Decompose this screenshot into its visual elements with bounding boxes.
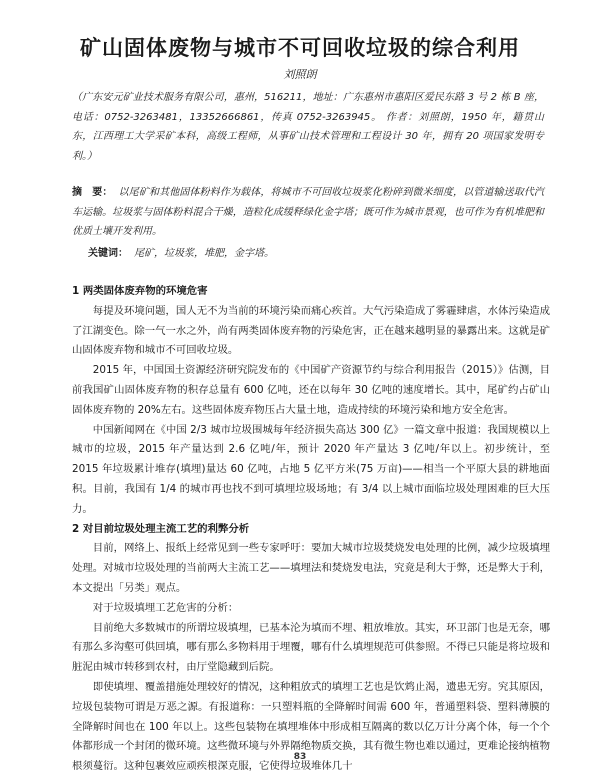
body-paragraph: 每提及环境问题，国人无不为当前的环境污染而痛心疾首。大气污染造成了雾霾肆虐，水体污染造成了江湖变色。除一气一水之外，尚有两类固体废弃物的污染危害，正在越来越明显的暴露出来。这就是矿山固体废弃物和城市不可回收垃圾。 — [72, 304, 550, 357]
body-paragraph: 目前，网络上、报纸上经常见到一些专家呼吁：要加大城市垃圾焚烧发电处理的比例，减少垃圾填埋处理。对城市垃圾处理的当前两大主流工艺——填埋法和焚烧发电法，究竟是利大于弊，还是弊大于利，本文提出「另类」观点。 — [72, 542, 550, 594]
keywords-label: 关键词： — [88, 248, 128, 259]
abstract-text: 以尾矿和其他固体粉料作为载体，将城市不可回收垃圾浆化粉碎到微米细度，以管道输送取代汽车运输。垃圾浆与固体粉料混合干燥，造粒化成缓释绿化金字塔；既可作为城市景观，也可作为有机堆肥和优质土壤开发利用。 — [72, 187, 545, 237]
abstract — [72, 183, 544, 242]
body-paragraph: 中国新闻网在《中国 2/3 城市垃圾围城每年经济损失高达 300 亿》一篇文章中报道：我国规模以上城市的垃圾，2015 年产量达到 2.6 亿吨/年，预计 2020 年产量达 3 亿吨/年以上。初步统计，至 2015 年垃圾累计堆存(填埋)量达 60 亿吨，占地 5 亿平方米(75 万亩)——相当一个平原大县的耕地面积。目前，我国有 1/4 的城市再也找不到可填埋垃圾场地；有 3/4 以上城市面临垃圾处理困难的巨大压力。 — [72, 423, 550, 515]
author-name: 刘照朗 — [283, 68, 317, 81]
body-paragraph: 目前绝大多数城市的所谓垃圾填埋，已基本沦为填而不埋、粗放堆放。其实，环卫部门也是无奈，哪有那么多沟壑可供回填，哪有那么多物料用于埋覆，哪有什么填埋规范可供参照。不得已只能是将垃圾和脏泥由城市转移到农村，由厅堂隐藏到后院。 — [72, 621, 550, 674]
body-paragraph: 对于垃圾填埋工艺危害的分析： — [92, 601, 239, 614]
keywords — [88, 244, 544, 263]
author-affiliation: （广东安元矿业技术服务有限公司，惠州，516211，地址：广东惠州市惠阳区爱民东路 3 号 2 栋 B 座，电话：0752-3263481，13352666861，传真 0752-3263945。 作者：刘照朗，1950 年，籍贯山东，江西理工大学采矿本科，高级工程师，从事矿山技术管理和工程设计 30 年，拥有 20 项国家发明专利。） — [72, 92, 544, 162]
abstract-label: 摘 要： — [72, 187, 113, 198]
body-paragraph: 即使填埋、覆盖措施处理较好的情况，这种粗放式的填埋工艺也是饮鸩止渴，遗患无穷。究其原因，垃圾包装物可谓是万恶之源。有报道称：一只塑料瓶的全降解时间需 600 年，普通塑料袋、塑料薄膜的全降解时间也在 100 年以上。这些包装物在填埋堆体中形成相互隔离的数以亿万计分离个体，每一个个体都形成一个封闭的微环境。这些微环境与外界隔绝物质交换，其有微生物也难以通过，更难论接纳植物根须蔓衍。这种包裹效应顽疾根深克服，它使得垃圾堆体几十 — [72, 680, 550, 773]
paper-title: 矿山固体废物与城市不可回收垃圾的综合利用 — [80, 35, 520, 60]
body-paragraph: 2015 年，中国国土资源经济研究院发布的《中国矿产资源节约与综合利用报告（2015）》估测，目前我国矿山固体废弃物的积存总量有 600 亿吨，还在以每年 30 亿吨的速度增长。其中，尾矿约占矿山固体废弃物的 20%左右。这些固体废弃物压占大量土地，造成持续的环境污染和地方安全危害。 — [72, 364, 550, 416]
page-number: 83 — [293, 752, 307, 762]
keywords-text: 尾矿，垃圾浆，堆肥，金字塔。 — [134, 248, 274, 259]
section-heading: 2 对目前垃圾处理主流工艺的利弊分析 — [72, 522, 250, 535]
paper-body — [72, 282, 550, 777]
section-heading: 1 两类固体废弃物的环境危害 — [72, 285, 208, 297]
